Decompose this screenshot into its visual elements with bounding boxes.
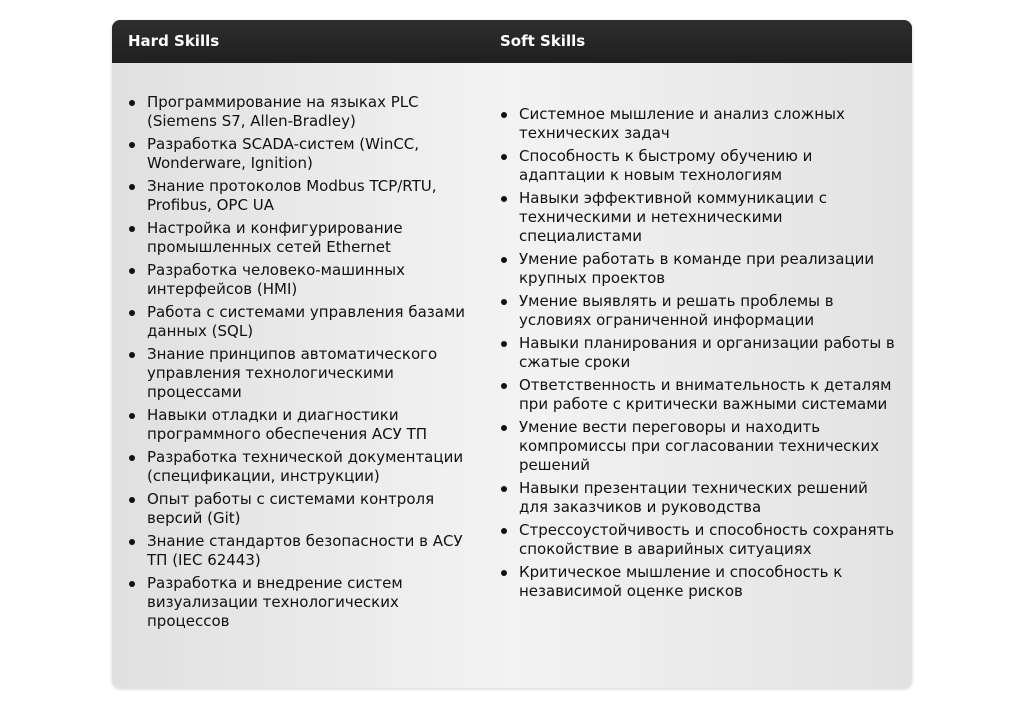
soft-skill-item: Критическое мышление и способность к независимой оценке рисков [500,563,900,601]
soft-skill-item: Стрессоустойчивость и способность сохранять спокойствие в аварийных ситуациях [500,521,900,559]
hard-skill-item: Разработка SCADA-систем (WinCC, Wonderware, Ignition) [128,135,468,173]
soft-skill-item: Навыки презентации технических решений для заказчиков и руководства [500,479,900,517]
soft-skill-item: Навыки эффективной коммуникации с техническими и нетехническими специалистами [500,189,900,246]
soft-skill-item: Системное мышление и анализ сложных технических задач [500,105,900,143]
hard-skill-item: Разработка человеко-машинных интерфейсов (HMI) [128,261,468,299]
soft-skill-item: Ответственность и внимательность к деталям при работе с критически важными системами [500,376,900,414]
hard-skill-item: Разработка технической документации (спецификации, инструкции) [128,448,468,486]
soft-skill-item: Способность к быстрому обучению и адаптации к новым технологиям [500,147,900,185]
hard-skill-item: Опыт работы с системами контроля версий (Git) [128,490,468,528]
hard-skill-item: Работа с системами управления базами данных (SQL) [128,303,468,341]
hard-skill-item: Программирование на языках PLC (Siemens S7, Allen-Bradley) [128,93,468,131]
hard-skills-header: Hard Skills [128,32,220,50]
hard-skill-item: Знание протоколов Modbus TCP/RTU, Profibus, OPC UA [128,177,468,215]
hard-skills-column [128,93,468,635]
soft-skill-item: Умение выявлять и решать проблемы в условиях ограниченной информации [500,292,900,330]
hard-skill-item: Навыки отладки и диагностики программного обеспечения АСУ ТП [128,406,468,444]
soft-skills-column [500,105,900,605]
hard-skill-item: Знание стандартов безопасности в АСУ ТП (IEC 62443) [128,532,468,570]
hard-skills-list [128,93,468,631]
skills-table [112,20,912,688]
hard-skill-item: Настройка и конфигурирование промышленных сетей Ethernet [128,219,468,257]
soft-skill-item: Умение работать в команде при реализации крупных проектов [500,250,900,288]
hard-skill-item: Разработка и внедрение систем визуализации технологических процессов [128,574,468,631]
hard-skill-item: Знание принципов автоматического управления технологическими процессами [128,345,468,402]
table-header [112,20,912,63]
soft-skill-item: Умение вести переговоры и находить компромиссы при согласовании технических решений [500,418,900,475]
soft-skills-list [500,105,900,601]
soft-skill-item: Навыки планирования и организации работы в сжатые сроки [500,334,900,372]
soft-skills-header: Soft Skills [500,32,586,50]
